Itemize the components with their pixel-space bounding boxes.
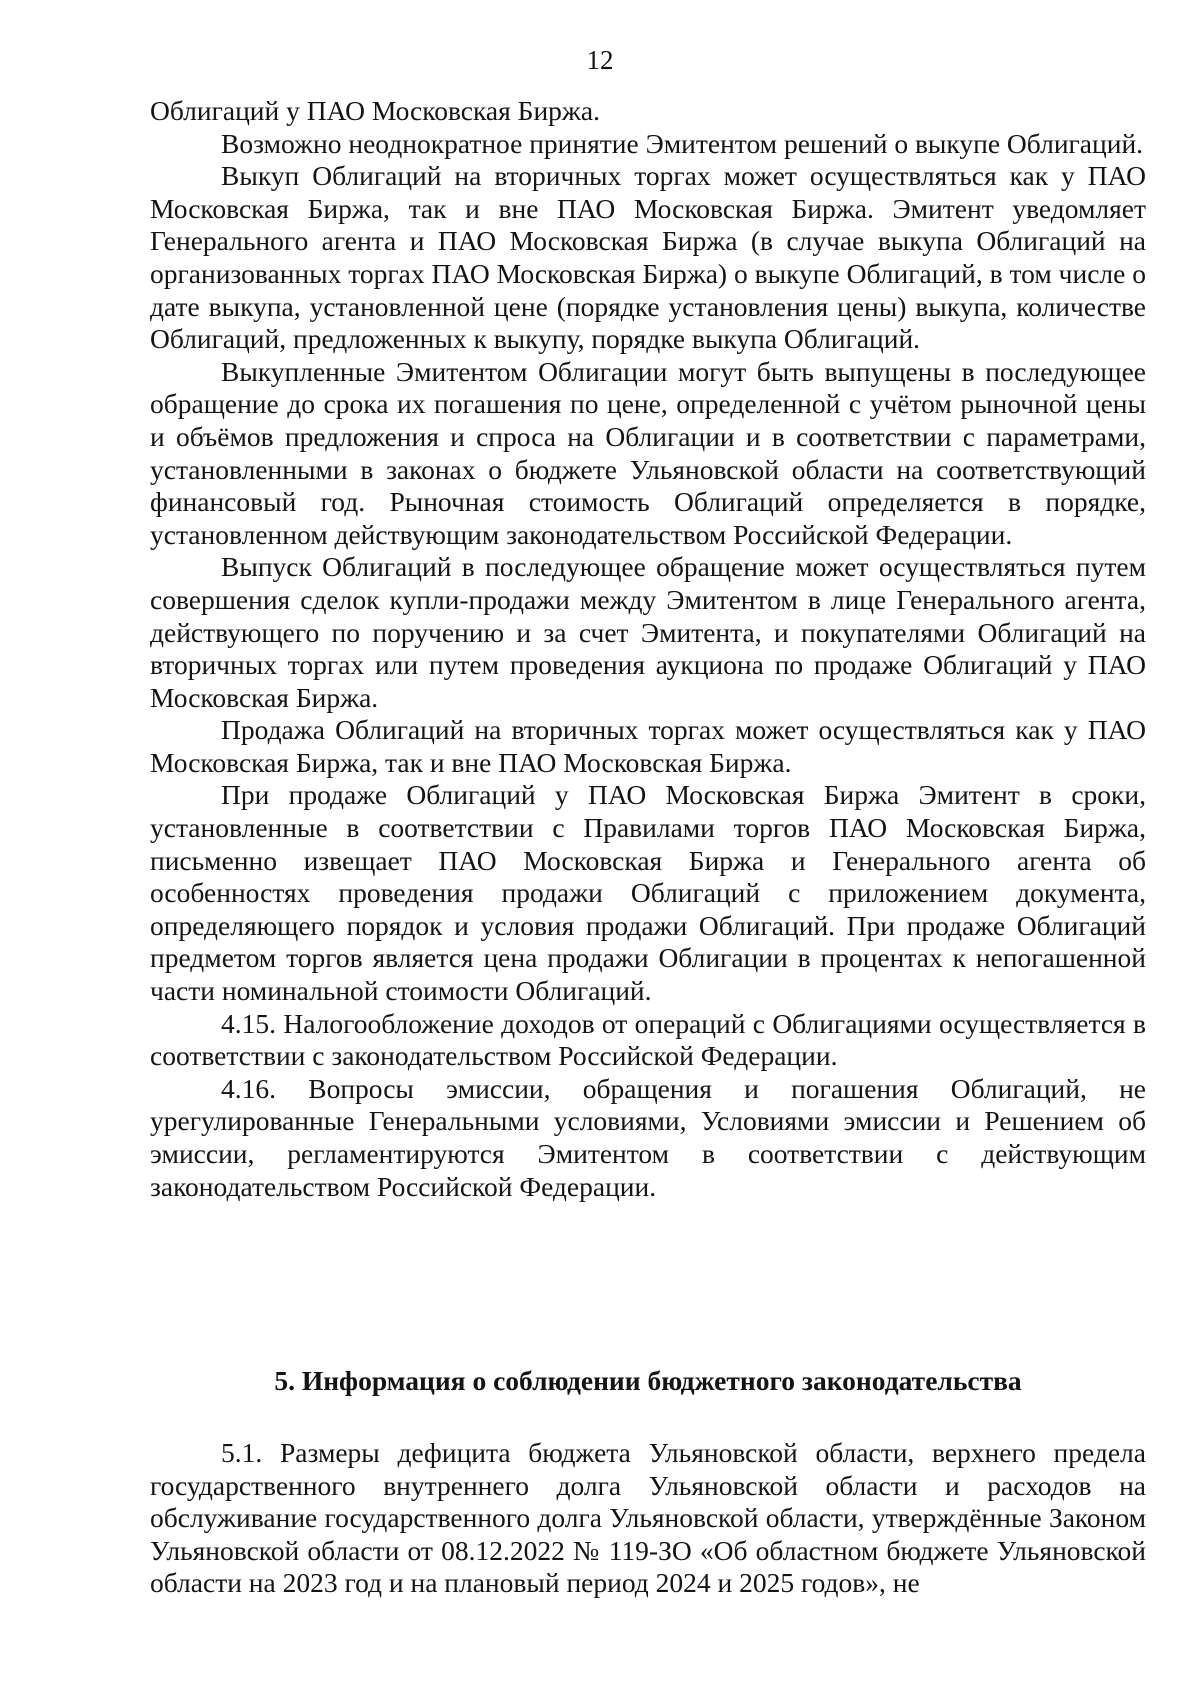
section-text — [150, 1437, 1146, 1600]
paragraph-reissue-method: Выпуск Облигаций в последующее обращение может осуществляться путем совершения сделок купли-продажи между Эмитентом в лице Генерального агента, действующего по поручению и за счет Эмитента, и покупателями Облигаций на вторичных торгах или путем проведения аукциона по продаже Облигаций у ПАО Московская Биржа. — [150, 551, 1146, 713]
paragraph-4-15-taxation: 4.15. Налогообложение доходов от операций с Облигациями осуществляется в соответствии с законодательством Российской Федерации. — [150, 1007, 1146, 1072]
paragraph-sale: Продажа Облигаций на вторичных торгах может осуществляться как у ПАО Московская Биржа, так и вне ПАО Московская Биржа. — [150, 714, 1146, 778]
paragraph-buyback: Выкуп Облигаций на вторичных торгах может осуществляться как у ПАО Московская Биржа, так и вне ПАО Московская Биржа. Эмитент уведомляет Генерального агента и ПАО Московская Биржа (в случае выкупа Облигаций на организованных торгах ПАО Московская Биржа) о выкупе Облигаций, в том числе о дате выкупа, установленной цене (порядке установления цены) выкупа, количестве Облигаций, предложенных к выкупу, порядке выкупа Облигаций. — [150, 160, 1146, 355]
paragraph-repeat-decisions: Возможно неоднократное принятие Эмитентом решений о выкупе Облигаций. — [221, 127, 1144, 159]
section-heading: 5. Информация о соблюдении бюджетного законодательства — [274, 1365, 1022, 1396]
body-text — [150, 95, 1146, 1203]
paragraph-reissue: Выкупленные Эмитентом Облигации могут быть выпущены в последующее обращение до срока их погашения по цене, определенной с учётом рыночной цены и объёмов предложения и спроса на Облигации и в соответствии с параметрами, установленными в законах о бюджете Ульяновской области на соответствующий финансовый год. Рыночная стоимость Облигаций определяется в порядке, установленном действующим законодательством Российской Федерации. — [150, 355, 1146, 550]
paragraph-sale-moex: При продаже Облигаций у ПАО Московская Биржа Эмитент в сроки, установленные в соответствии с Правилами торгов ПАО Московская Биржа, письменно извещает ПАО Московская Биржа и Генерального агента об особенностях проведения продажи Облигаций с приложением документа, определяющего порядок и условия продажи Облигаций. При продаже Облигаций предметом торгов является цена продажи Облигации в процентах к непогашенной части номинальной стоимости Облигаций. — [150, 779, 1146, 1007]
paragraph-4-16-issues: 4.16. Вопросы эмиссии, обращения и погашения Облигаций, не урегулированные Генеральными условиями, Условиями эмиссии и Решением об эмиссии, регламентируются Эмитентом в соответствии с действующим законодательством Российской Федерации. — [150, 1072, 1146, 1202]
paragraph-5-1: 5.1. Размеры дефицита бюджета Ульяновской области, верхнего предела государственного внутреннего долга Ульяновской области и расходов на обслуживание государственного долга Ульяновской области, утверждённые Законом Ульяновской области от 08.12.2022 № 119-ЗО «Об областном бюджете Ульяновской области на 2023 год и на плановый период 2024 и 2025 годов», не — [150, 1437, 1146, 1599]
page-number: 12 — [586, 45, 614, 75]
paragraph-continuation: Облигаций у ПАО Московская Биржа. — [150, 95, 600, 126]
